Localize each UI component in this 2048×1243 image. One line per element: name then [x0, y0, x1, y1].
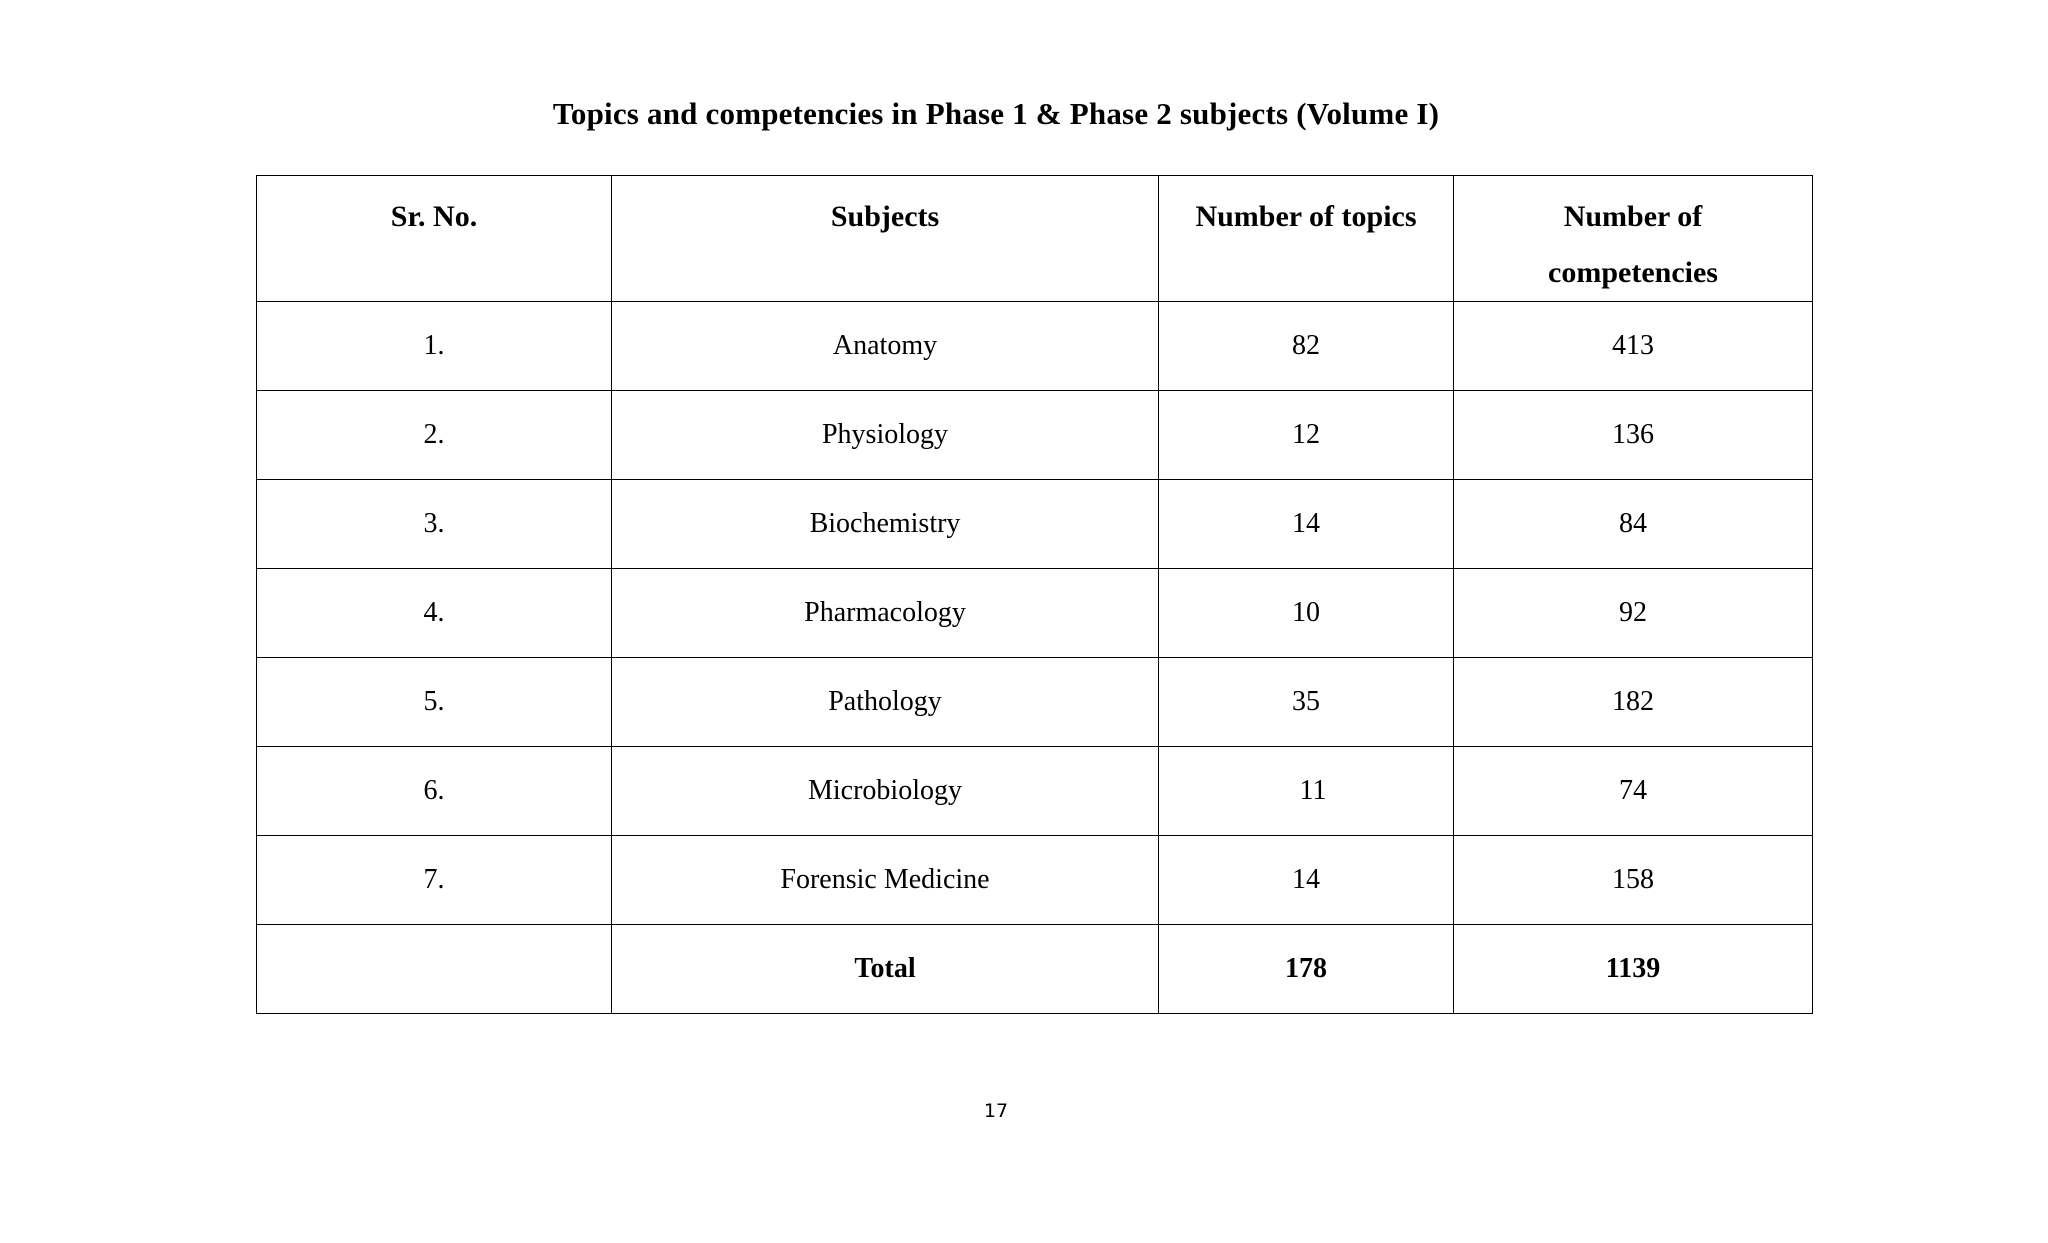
total-topics: 178	[1159, 925, 1454, 1014]
cell-topics: 11	[1159, 747, 1454, 836]
table-total-row	[257, 925, 1813, 1014]
cell-competencies: 182	[1454, 658, 1813, 747]
cell-topics: 10	[1159, 569, 1454, 658]
table-row	[257, 480, 1813, 569]
cell-subject: Biochemistry	[612, 480, 1159, 569]
cell-topics: 14	[1159, 480, 1454, 569]
total-label: Total	[612, 925, 1159, 1014]
cell-topics: 35	[1159, 658, 1454, 747]
cell-topics: 82	[1159, 302, 1454, 391]
cell-sr-no: 6.	[257, 747, 612, 836]
cell-subject: Anatomy	[612, 302, 1159, 391]
total-competencies: 1139	[1454, 925, 1813, 1014]
cell-sr-no: 2.	[257, 391, 612, 480]
cell-subject: Pharmacology	[612, 569, 1159, 658]
page-number: 17	[983, 1100, 1009, 1122]
cell-subject: Physiology	[612, 391, 1159, 480]
total-sr-no	[257, 925, 612, 1014]
cell-competencies: 92	[1454, 569, 1813, 658]
cell-competencies: 413	[1454, 302, 1813, 391]
table-row	[257, 302, 1813, 391]
cell-topics: 12	[1159, 391, 1454, 480]
table-header-row	[257, 176, 1813, 302]
cell-competencies: 74	[1454, 747, 1813, 836]
header-number-of-topics: Number of topics	[1159, 176, 1454, 302]
cell-sr-no: 4.	[257, 569, 612, 658]
cell-subject: Forensic Medicine	[612, 836, 1159, 925]
table-row	[257, 836, 1813, 925]
table-row	[257, 747, 1813, 836]
table-row	[257, 391, 1813, 480]
cell-competencies: 84	[1454, 480, 1813, 569]
cell-sr-no: 7.	[257, 836, 612, 925]
page-title: Topics and competencies in Phase 1 & Phase 2 subjects (Volume I)	[552, 96, 1440, 131]
header-subjects: Subjects	[612, 176, 1159, 302]
cell-topics: 14	[1159, 836, 1454, 925]
table-row	[257, 658, 1813, 747]
cell-sr-no: 3.	[257, 480, 612, 569]
header-number-of-competencies: Number of competencies	[1454, 176, 1813, 302]
cell-sr-no: 1.	[257, 302, 612, 391]
cell-subject: Pathology	[612, 658, 1159, 747]
cell-subject: Microbiology	[612, 747, 1159, 836]
subjects-table	[256, 175, 1813, 1014]
cell-competencies: 158	[1454, 836, 1813, 925]
cell-competencies: 136	[1454, 391, 1813, 480]
table-row	[257, 569, 1813, 658]
header-sr-no: Sr. No.	[257, 176, 612, 302]
cell-sr-no: 5.	[257, 658, 612, 747]
